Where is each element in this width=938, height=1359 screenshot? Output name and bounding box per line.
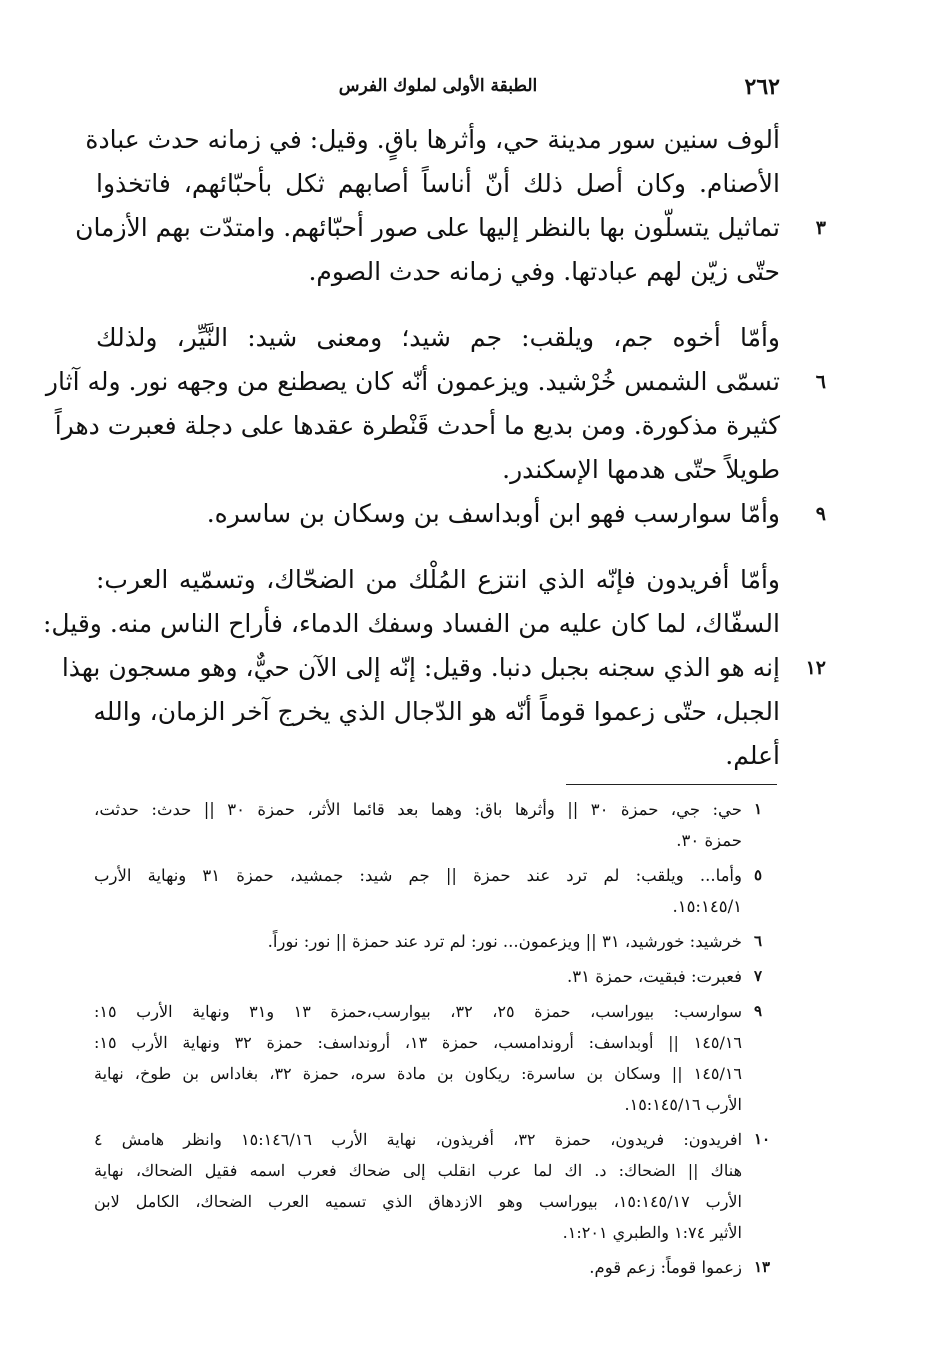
line-number: ١٢ bbox=[805, 657, 826, 679]
text-line bbox=[45, 360, 826, 404]
text-line bbox=[75, 206, 826, 250]
text-line: ألوف سنين سور مدينة حي، وأثرها باقٍ. وقيل: في زمانه حدث عبادة bbox=[85, 125, 780, 154]
footnote-line: الأرب ١٥:١٤٥/١٦. bbox=[624, 1095, 742, 1114]
text-line: السفّاك، لما كان عليه من الفساد وسفك الدماء، فأراح الناس منه. وقيل: bbox=[42, 609, 780, 638]
footnote-line: فعبرت: فبقيت، حمزة ٣١. bbox=[567, 967, 742, 986]
footnote-line: زعموا قوماً: زعم قوم. bbox=[589, 1258, 742, 1277]
text-line-content: إنه هو الذي سجنه بجبل دنبا. وقيل: إنّه إلى الآن حيٌّ، وهو مسجون بهذا bbox=[61, 653, 780, 682]
footnote-number: ١٣ bbox=[754, 1258, 771, 1276]
footnote-number: ٥ bbox=[754, 866, 763, 884]
text-line bbox=[61, 646, 826, 690]
footnote-line: حي: جي، حمزة ٣٠ || وأثرها باق: وهما بعد قائما الأثر، حمزة ٣٠ || حدث: حدثت، bbox=[94, 800, 742, 819]
running-header bbox=[96, 74, 780, 104]
footnote bbox=[94, 1124, 771, 1248]
text-line-content: تماثيل يتسلّون بها بالنظر إليها على صور أحبّائهم. وامتدّت بهم الأزمان bbox=[75, 213, 780, 242]
text-line: الجبل، حتّى زعموا قوماً أنّه هو الدّجال الذي يخرج آخر الزمان، والله bbox=[93, 697, 780, 726]
text-line: وأمّا أفريدون فإنّه الذي انتزع المُلْك من الضحّاك، وتسمّيه العرب: bbox=[96, 565, 780, 594]
footnote-number: ٩ bbox=[754, 1002, 763, 1020]
paragraph-1 bbox=[75, 118, 826, 294]
footnote bbox=[94, 961, 763, 992]
footnote-line: وأما... ويلقب: لم ترد عند حمزة || جم شيد: جمشيد، حمزة ٣١ ونهاية الأرب bbox=[94, 866, 742, 885]
footnotes bbox=[94, 794, 771, 1287]
line-number: ٩ bbox=[815, 503, 826, 525]
text-line: وأمّا أخوه جم، ويلقب: جم شيد؛ ومعنى شيد: النَّيِّر، ولذلك bbox=[96, 323, 780, 352]
footnote-line: الأرب ١٥:١٤٥/١٧، بيوراسب وهو الازدهاق الذي تسميه العرب الضحاك، الكامل لابن bbox=[94, 1192, 742, 1211]
running-title: الطبقة الأولى لملوك الفرس bbox=[338, 76, 538, 96]
footnote bbox=[94, 860, 763, 922]
text-line-content: وأمّا سوارسب فهو ابن أوبداسف بن وسكان بن ساسره. bbox=[206, 499, 780, 528]
main-text bbox=[42, 118, 826, 778]
text-line: طويلاً حتّى هدمها الإسكندر. bbox=[502, 455, 780, 484]
footnote-number: ١ bbox=[754, 800, 763, 818]
footnote-number: ٧ bbox=[754, 967, 763, 985]
footnote-number: ١٠ bbox=[754, 1130, 771, 1148]
footnote-line: حمزة ٣٠. bbox=[676, 831, 742, 850]
text-line: كثيرة مذكورة. ومن بديع ما أحدث قَنْطرة عقدها على دجلة فعبرت دهراً bbox=[54, 411, 780, 440]
paragraph-2 bbox=[45, 316, 826, 492]
line-number: ٣ bbox=[815, 217, 826, 239]
footnote-line: افريدون: فريدون، حمزة ٣٢، أفريذون، نهاية الأرب ١٥:١٤٦/١٦ وانظر هامش ٤ bbox=[94, 1130, 743, 1149]
footnote-line: الأثير ١:٧٤ والطبري ١:٢٠١. bbox=[562, 1223, 742, 1242]
text-line bbox=[96, 492, 826, 536]
page-number: ٢٦٢ bbox=[744, 74, 780, 100]
text-line: الأصنام. وكان أصل ذلك أنّ أناساً أصابهم ثكل بأحبّائهم، فاتخذوا bbox=[96, 169, 780, 198]
footnote-line: ١٤٥/١٦ || أوبداسف: أروندامسب، حمزة ١٣، أرونداسف: حمزة ٣٢ ونهاية الأرب ١٥: bbox=[94, 1033, 743, 1052]
footnote-number: ٦ bbox=[754, 932, 763, 950]
footnote-line: هناك || الضحاك: د. اك لما عرب انقلب إلى ضحاك فعرب اسمه فقيل الضحاك، نهاية bbox=[94, 1161, 742, 1180]
text-line: أعلم. bbox=[725, 741, 780, 770]
text-line: حتّى زيّن لهم عبادتها. وفي زمانه حدث الصوم. bbox=[308, 257, 780, 286]
footnote-line: سوارسب: بيوراسب، حمزة ٢٥، ٣٢، بيوارسب،حمزة ١٣ و٣١ ونهاية الأرب ١٥: bbox=[94, 1002, 743, 1021]
text-line-content: تسمّى الشمس خُرْشيد. ويزعمون أنّه كان يصطنع من وجهه نور. وله آثار bbox=[45, 367, 780, 396]
footnote-separator bbox=[566, 784, 777, 785]
footnote bbox=[94, 926, 763, 957]
paragraph-4 bbox=[42, 558, 826, 778]
footnote bbox=[94, 794, 763, 856]
footnote bbox=[94, 996, 763, 1120]
paragraph-3 bbox=[96, 492, 826, 536]
footnote-line: ١٤٥/١٦ || وسكان بن ساسرة: ريكاون بن مادة سره، حمزة ٣٢، بغاداس بن طوخ، نهاية bbox=[94, 1064, 743, 1083]
footnote bbox=[94, 1252, 771, 1283]
footnote-line: خرشيد: خورشيد، ٣١ || ويزعمون... نور: لم ترد عند حمزة || نور: نوراً. bbox=[267, 932, 742, 951]
line-number: ٦ bbox=[815, 371, 826, 393]
footnote-line: ١٥:١٤٥/١. bbox=[672, 897, 742, 916]
